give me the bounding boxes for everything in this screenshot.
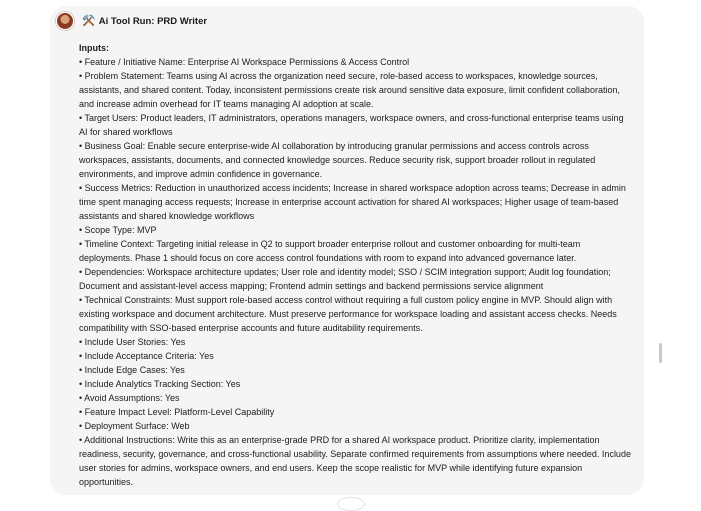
message-header (56, 12, 207, 30)
message-content (79, 41, 631, 489)
input-item-analytics-tracking: • Include Analytics Tracking Section: Yes (79, 379, 241, 389)
input-item-edge-cases: • Include Edge Cases: Yes (79, 365, 185, 375)
message-title: Ai Tool Run: PRD Writer (98, 15, 208, 27)
input-item-business-goal: • Business Goal: Enable secure enterprise-wide AI collaboration by introducing granular permissions and access controls across workspaces, assistants, documents, and connected knowledge sources. Reduce security risk, support broader rollout in regulated environments, and improve admin confidence in governance. (79, 141, 596, 179)
input-item-target-users: • Target Users: Product leaders, IT administrators, operations managers, workspace owners, and cross-functional enterprise teams using AI for shared workflows (79, 113, 624, 137)
input-item-deployment-surface: • Deployment Surface: Web (79, 421, 190, 431)
input-item-acceptance-criteria: • Include Acceptance Criteria: Yes (79, 351, 214, 361)
message-card (50, 6, 644, 495)
scrollbar-thumb[interactable] (659, 343, 662, 363)
inputs-label: Inputs: (79, 43, 109, 53)
input-item-scope-type: • Scope Type: MVP (79, 225, 157, 235)
input-item-problem-statement: • Problem Statement: Teams using AI across the organization need secure, role-based access to workspaces, knowledge sources, assistants, and shared content. Today, inconsistent permissions create risk around sensitive data exposure, limit confident collaboration, and increase admin overhead for IT teams managing AI adoption at scale. (79, 71, 620, 109)
input-item-additional-instructions: • Additional Instructions: Write this as an enterprise-grade PRD for a shared AI workspace product. Prioritize clarity, implementation readiness, security, governance, and cross-functional usability. Separate confirmed requirements from assumptions where needed. Include user stories for admins, workspace owners, and end users. Keep the scope realistic for MVP while identifying future expansion opportunities. (79, 435, 631, 487)
input-item-avoid-assumptions: • Avoid Assumptions: Yes (79, 393, 180, 403)
scroll-to-bottom-button[interactable] (337, 497, 365, 511)
avatar[interactable] (56, 12, 74, 30)
input-item-success-metrics: • Success Metrics: Reduction in unauthorized access incidents; Increase in shared workspace adoption across teams; Decrease in admin time spent managing access requests; Increase in enterprise account activation for shared AI workspaces; Higher usage of team-based assistants and shared knowledge workflows (79, 183, 626, 221)
input-item-user-stories: • Include User Stories: Yes (79, 337, 186, 347)
hammer-and-wrench-icon: ⚒️ (82, 15, 96, 27)
input-item-timeline-context: • Timeline Context: Targeting initial release in Q2 to support broader enterprise rollout and customer onboarding for multi-team deployments. Phase 1 should focus on core access control foundations with room to expand into advanced governance later. (79, 239, 581, 263)
input-item-technical-constraints: • Technical Constraints: Must support role-based access control without requiring a full custom policy engine in MVP. Should align with existing workspace and document architecture. Must preserve performance for workspace loading and assistant access checks. Needs compatibility with SSO-based enterprise accounts and future auditability requirements. (79, 295, 617, 333)
input-item-feature-name: • Feature / Initiative Name: Enterprise AI Workspace Permissions & Access Control (79, 57, 410, 67)
input-item-impact-level: • Feature Impact Level: Platform-Level Capability (79, 407, 275, 417)
input-item-dependencies: • Dependencies: Workspace architecture updates; User role and identity model; SSO / SCIM integration support; Audit log foundation; Document and assistant-level access mapping; Frontend admin settings and backend permissions service alignment (79, 267, 611, 291)
